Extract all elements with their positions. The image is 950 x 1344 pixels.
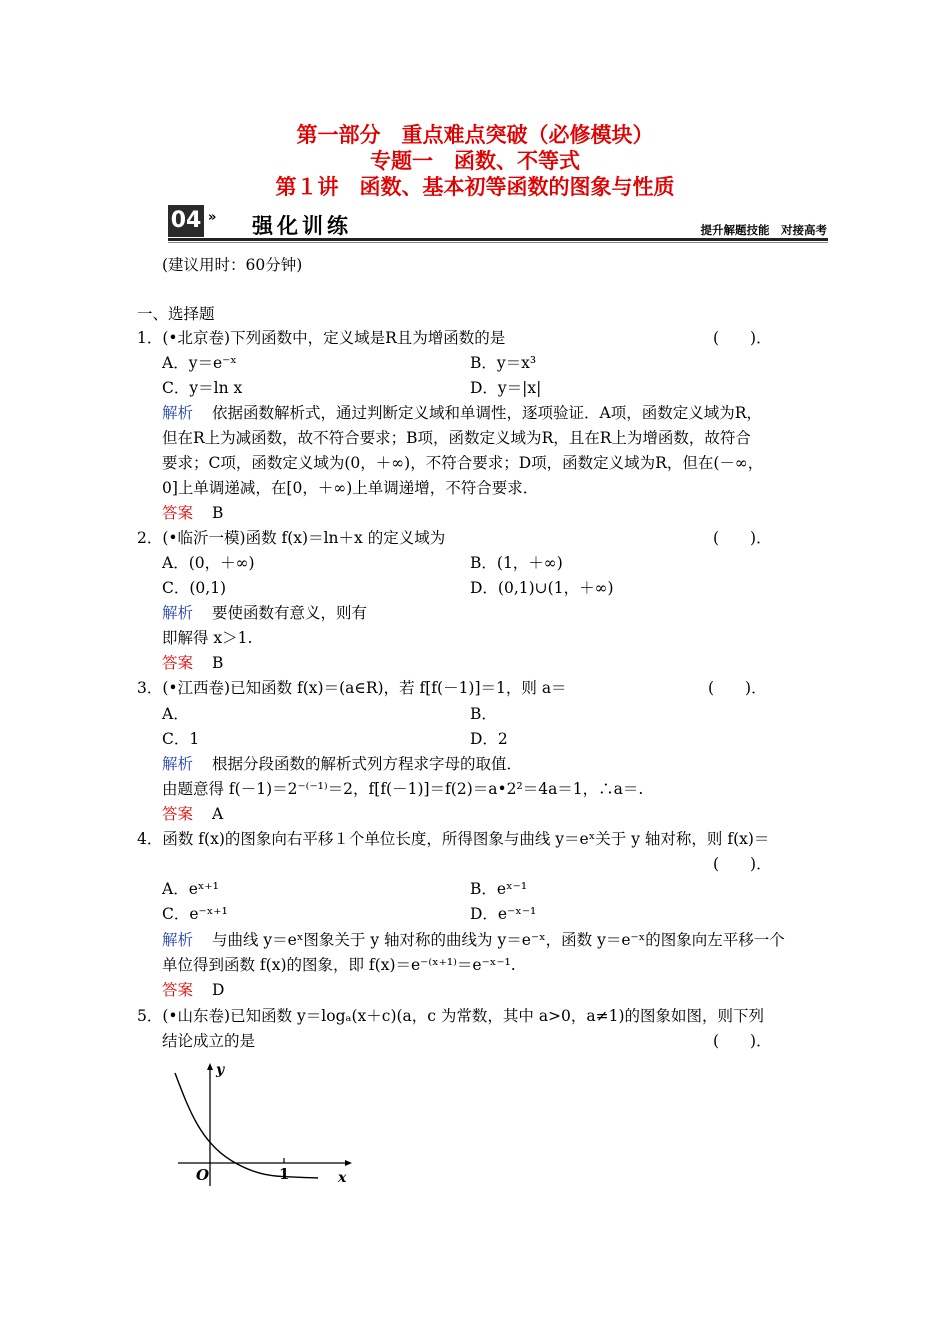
- q2-analysis-line: 要使函数有意义，则有: [212, 604, 368, 622]
- q4-answer: D: [212, 981, 225, 999]
- q3-answer-label: 答案: [162, 805, 194, 823]
- q2-analysis-line: 即解得 x＞1.: [162, 629, 253, 647]
- origin-label: O: [196, 1166, 210, 1184]
- q1-option-b: B．y＝x³: [470, 354, 537, 372]
- lecture-title: 第１讲 函数、基本初等函数的图象与性质: [275, 174, 675, 199]
- q2-option-c: C．(0,1): [162, 579, 227, 597]
- banner-title: 强化训练: [252, 214, 352, 238]
- q3-option-b: B．: [470, 705, 497, 723]
- q4-option-a: A．eˣ⁺¹: [162, 880, 219, 898]
- q1-option-a: A．y＝e⁻ˣ: [162, 354, 237, 372]
- q1-analysis-line: 依据函数解析式，通过判断定义域和单调性，逐项验证．A项，函数定义域为R，: [212, 404, 762, 422]
- q4-stem: 4．函数 f(x)的图象向右平移１个单位长度，所得图象与曲线 y＝eˣ关于 y 轴对称，则 f(x)＝: [137, 830, 770, 848]
- q2-option-b: B．(1，＋∞): [470, 554, 563, 572]
- q3-answer: A: [212, 805, 224, 823]
- q2-option-d: D．(0,1)∪(1，＋∞): [470, 579, 614, 597]
- q1-answer-label: 答案: [162, 504, 194, 522]
- q4-answer-paren: ( )．: [713, 855, 772, 873]
- q3-option-c: C．1: [162, 730, 200, 748]
- q2-answer: B: [212, 654, 224, 672]
- q3-analysis-line: 根据分段函数的解析式列方程求字母的取值．: [212, 755, 523, 773]
- q4-option-d: D．e⁻ˣ⁻¹: [470, 905, 537, 923]
- q1-option-d: D．y＝|x|: [470, 379, 542, 397]
- q3-stem: 3．(•江西卷)已知函数 f(x)＝(a∈R)，若 f[f(－1)]＝1，则 a＝: [137, 679, 567, 697]
- q4-analysis-line: 单位得到函数 f(x)的图象，即 f(x)＝e⁻⁽ˣ⁺¹⁾＝e⁻ˣ⁻¹.: [162, 956, 516, 974]
- section-heading: 一、选择题: [137, 305, 215, 323]
- q1-analysis-line: 要求；C项，函数定义域为(0，＋∞)，不符合要求；D项，函数定义域为R，但在(－∞，: [162, 454, 764, 472]
- chevron-right-icon: »: [208, 210, 217, 225]
- q3-analysis-line: 由题意得 f(－1)＝2⁻⁽⁻¹⁾＝2，f[f(－1)]＝f(2)＝a•2²＝4a＝1，∴a＝.: [162, 780, 644, 798]
- q2-option-a: A．(0，＋∞): [162, 554, 255, 572]
- q4-option-b: B．eˣ⁻¹: [470, 880, 528, 898]
- q4-option-c: C．e⁻ˣ⁺¹: [162, 905, 228, 923]
- q5-function-graph: [170, 1058, 355, 1190]
- q5-stem-cont: 结论成立的是: [162, 1032, 256, 1050]
- q3-option-d: D．2: [470, 730, 508, 748]
- banner-slogan: 提升解题技能 对接高考: [700, 223, 827, 237]
- x-axis-arrow-icon: [345, 1160, 352, 1166]
- time-note: (建议用时：60分钟): [162, 256, 303, 274]
- q3-option-a: A．: [162, 705, 189, 723]
- q1-option-c: C．y＝ln x: [162, 379, 243, 397]
- y-axis-label: y: [216, 1062, 225, 1078]
- function-curve: [175, 1073, 318, 1178]
- part-title: 第一部分 重点难点突破（必修模块）: [296, 122, 654, 147]
- q2-analysis-label: 解析: [162, 604, 194, 622]
- q3-analysis-label: 解析: [162, 755, 194, 773]
- q4-answer-label: 答案: [162, 981, 194, 999]
- q4-analysis-line: 与曲线 y＝eˣ图象关于 y 轴对称的曲线为 y＝e⁻ˣ，函数 y＝e⁻ˣ的图象向左平移一个: [212, 931, 785, 949]
- banner-divider-thin: [168, 242, 828, 243]
- y-axis-arrow-icon: [207, 1063, 213, 1070]
- q1-answer: B: [212, 504, 224, 522]
- section-badge: 04: [168, 205, 204, 237]
- q2-answer-label: 答案: [162, 654, 194, 672]
- q3-answer-paren: ( )．: [708, 679, 767, 697]
- q5-answer-paren: ( )．: [713, 1032, 772, 1050]
- q4-analysis-label: 解析: [162, 931, 194, 949]
- q1-analysis-label: 解析: [162, 404, 194, 422]
- q5-stem: 5．(•山东卷)已知函数 y＝logₐ(x＋c)(a，c 为常数，其中 a>0，a≠1)的图象如图，则下列: [137, 1007, 765, 1025]
- q1-analysis-line: 但在R上为减函数，故不符合要求；B项，函数定义域为R，且在R上为增函数，故符合: [162, 429, 751, 447]
- q1-analysis-line: 0]上单调递减，在[0，＋∞)上单调递增，不符合要求．: [162, 479, 539, 497]
- q1-stem: 1．(•北京卷)下列函数中，定义域是R且为增函数的是: [137, 329, 506, 347]
- x-axis-label: x: [338, 1170, 347, 1186]
- q2-stem: 2．(•临沂一模)函数 f(x)＝ln＋x 的定义域为: [137, 529, 446, 547]
- topic-title: 专题一 函数、不等式: [370, 148, 580, 173]
- q1-answer-paren: ( )．: [713, 329, 772, 347]
- q2-answer-paren: ( )．: [713, 529, 772, 547]
- banner-divider: [168, 238, 828, 241]
- x-tick-label: 1: [279, 1165, 290, 1183]
